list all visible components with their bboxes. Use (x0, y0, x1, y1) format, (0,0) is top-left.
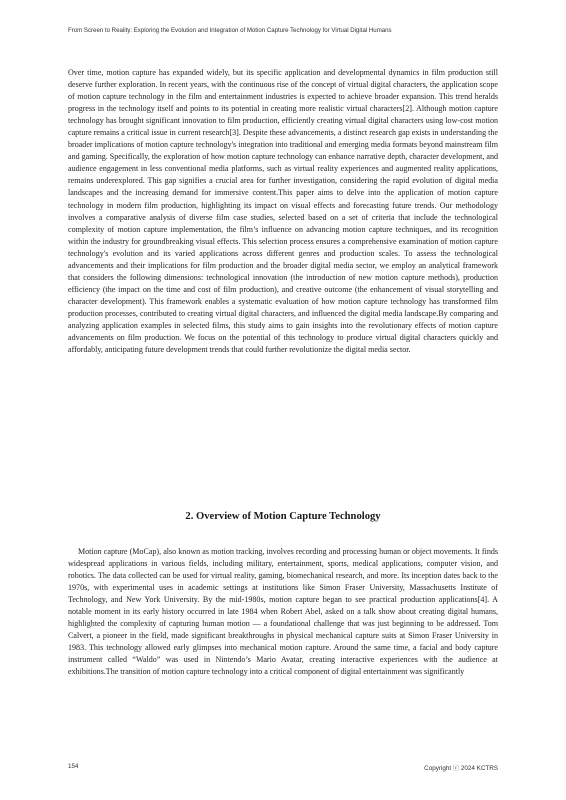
body-paragraph: Over time, motion capture has expanded widely, but its specific application and developmental dynamics in film production still deserve further exploration. In recent years, with the continuous rise of the concept of virtual digital characters, the application scope of motion capture technology in the film and entertainment industries is expected to achieve broader expansion. This trend heralds progress in the technology itself and points to its potential in creating more realistic virtual characters[2]. Although motion capture technology has brought significant innovation to film production, efficiently creating virtual digital characters using low-cost motion capture remains a critical issue in current research[3]. Despite these advancements, a distinct research gap exists in understanding the broader implications of motion capture technology's integration into traditional and emerging media formats beyond mainstream film and gaming. Specifically, the exploration of how motion capture technology can enhance narrative depth, character development, and audience engagement in less conventional media platforms, such as virtual reality experiences and augmented reality applications, remains underexplored. This gap signifies a crucial area for further investigation, considering the rapid evolution of digital media landscapes and the increasing demand for immersive content.This paper aims to delve into the application of motion capture technology in modern film production, highlighting its impact on visual effects and forecasting future trends. Our methodology involves a comparative analysis of diverse film case studies, selected based on a set of criteria that include the technological complexity of motion capture implementation, the film’s influence on advancing motion capture techniques, and its recognition within the industry for groundbreaking visual effects. This selection process ensures a comprehensive examination of motion capture technology's evolution and its varied applications across different genres and production scales. To assess the technological advancements and their implications for film production and the broader digital media sector, we employ an analytical framework that considers the following dimensions: technological innovation (the introduction of new motion capture methods), production efficiency (the impact on the time and cost of film production), and creative outcome (the enhancement of visual storytelling and character development). This framework enables a systematic evaluation of how motion capture technology has transformed film production processes, contributed to creating virtual digital characters, and influenced the digital media landscape.By comparing and analyzing application examples in selected films, this study aims to gain insights into the revolutionary effects of motion capture advancements on film production. We focus on the potential of this technology to produce virtual digital characters quickly and affordably, anticipating future development trends that could further revolutionize the digital media sector. (68, 68, 498, 355)
body-paragraph: Motion capture (MoCap), also known as motion tracking, involves recording and processing human or object movements. It finds widespread applications in various fields, including military, entertainment, sports, medical applications, computer vision, and robotics. The data collected can be used for virtual reality, gaming, biomechanical research, and more. Its inception dates back to the 1970s, with experimental uses in academic settings at institutions like Simon Fraser University, Massachusetts Institute of Technology, and New York University. By the mid-1980s, motion capture began to see practical production applications[4]. A notable moment in its early history occurred in late 1984 when Robert Abel, asked on a talk show about creating digital humans, highlighted the complexity of capturing human motion — a foundational challenge that was just beginning to be addressed. Tom Calvert, a pioneer in the field, made significant breakthroughs in physical mechanical capture suits at Simon Fraser University in 1983. This technology allowed early glimpses into mechanical motion capture. Around the same time, a facial and body capture instrument called “Waldo” was used in Nintendo’s Mario Avatar, creating interactive experiences with the audience at exhibitions.The transition of motion capture technology into a critical component of digital entertainment was significantly (68, 547, 498, 677)
copyright-notice: Copyright ⓒ 2024 KCTRS (424, 765, 498, 772)
page-number: 154 (68, 763, 79, 770)
section-heading: 2. Overview of Motion Capture Technology (185, 511, 381, 522)
running-header: From Screen to Reality: Exploring the Evolution and Integration of Motion Capture Technology for Virtual Digital Humans (68, 27, 392, 34)
